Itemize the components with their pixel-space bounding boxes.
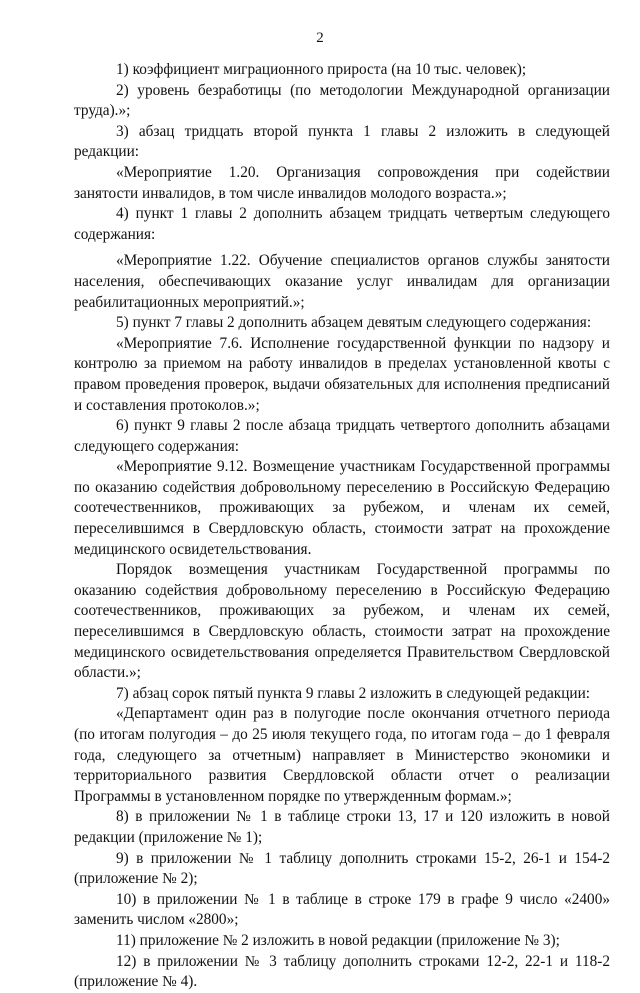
paragraph: 1) коэффициент миграционного прироста (на 10 тыс. человек); [116,61,527,78]
paragraph: 10) в приложении № 1 в таблице в строке 179 в графе 9 число «2400» заменить числом «2800»; [74,890,610,929]
paragraph: «Мероприятие 7.6. Исполнение государственной функции по надзору и контролю за приемом на работу инвалидов в пределах установленной квоты с правом проведения проверок, выдачи обязательных для исполнения предписаний и составления протоколов.»; [74,334,610,414]
document-body [74,60,610,993]
paragraph: 4) пункт 1 главы 2 дополнить абзацем тридцать четвертым следующего содержания: [74,205,610,243]
paragraph: 11) приложение № 2 изложить в новой редакции (приложение № 3); [116,931,560,949]
paragraph: 9) в приложении № 1 таблицу дополнить строками 15-2, 26-1 и 154-2 (приложение № 2); [74,849,610,888]
paragraph: 5) пункт 7 главы 2 дополнить абзацем девятым следующего содержания: [116,314,592,332]
paragraph: «Департамент один раз в полугодие после окончания отчетного периода (по итогам полугодия – до 25 июля текущего года, по итогам года – до 1 февраля года, следующего за отчетным) направляет в Министерство экономики и территориального развития Свердловской области отчет о реализации Программы в установленном порядке по утвержденным формам.»; [74,705,610,805]
paragraph: «Мероприятие 1.22. Обучение специалистов органов службы занятости населения, обеспечивающих оказание услуг инвалидам для организации реабилитационных мероприятий.»; [74,252,610,311]
paragraph: 3) абзац тридцать второй пункта 1 главы 2 изложить в следующей редакции: [74,122,610,161]
paragraph: 12) в приложении № 3 таблицу дополнить строками 12-2, 22-1 и 118-2 (приложение № 4). [74,952,610,991]
paragraph: 7) абзац сорок пятый пункта 9 главы 2 изложить в следующей редакции: [116,684,591,702]
paragraph: «Мероприятие 9.12. Возмещение участникам Государственной программы по оказанию содействия добровольному переселению в Российскую Федерацию соотечественников, проживающих за рубежом, и членам их семей, переселившимся в Свердловскую область, стоимости затрат на прохождение медицинского освидетельствования. [74,458,610,558]
paragraph: 8) в приложении № 1 в таблице строки 13, 17 и 120 изложить в новой редакции (приложение № 1); [74,808,610,846]
paragraph: «Мероприятие 1.20. Организация сопровождения при содействии занятости инвалидов, в том числе инвалидов молодого возраста.»; [74,163,610,202]
paragraph: 2) уровень безработицы (по методологии Международной организации труда).»; [74,81,610,120]
paragraph: 6) пункт 9 главы 2 после абзаца тридцать четвертого дополнить абзацами следующего содержания: [74,417,610,455]
page-number: 2 [316,30,324,46]
paragraph: Порядок возмещения участникам Государственной программы по оказанию содействия добровольному переселению в Российскую Федерацию соотечественников, проживающих за рубежом, и членам их семей, переселившимся в Свердловскую область, стоимости затрат на прохождение медицинского освидетельствования определяется Правительством Свердловской области.»; [74,561,610,682]
